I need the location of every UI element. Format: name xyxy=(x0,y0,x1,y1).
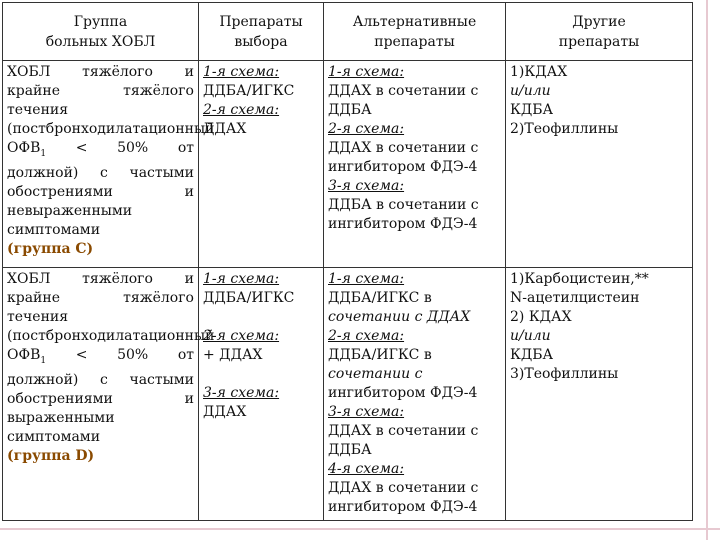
scheme-text: ДДБА/ИГКС в xyxy=(328,290,432,306)
subscript: 1 xyxy=(40,355,47,366)
scheme-drug: + ДДАХ xyxy=(203,347,263,363)
table-header-row xyxy=(3,3,693,61)
scheme-text: ДДБА в сочетании с xyxy=(328,197,479,213)
other-drug-line: КДБА xyxy=(510,102,554,118)
group-d-label: (группа D) xyxy=(7,447,95,464)
header-text: Другие xyxy=(572,13,626,30)
scheme-drug: ДДБА/ИГКС xyxy=(203,83,295,99)
header-text: Альтернативные xyxy=(352,13,477,30)
header-other-drugs xyxy=(506,3,693,61)
other-drug-line: 1)Карбоцистеин,** xyxy=(510,271,649,287)
scheme-drug: ДДАХ xyxy=(203,121,247,137)
header-preferred-drugs xyxy=(199,3,324,61)
scheme-label: 4-я схема: xyxy=(328,461,405,477)
scheme-text: ДДАХ в сочетании с xyxy=(328,480,479,496)
other-drug-line: и/или xyxy=(510,83,551,99)
header-text: выбора xyxy=(234,33,288,50)
copd-treatment-table xyxy=(2,2,693,521)
spacer xyxy=(203,308,319,327)
group-desc-tail: < 50% от должной) с частыми обострениями и невыраженными симптомами xyxy=(7,140,194,238)
group-d-preferred xyxy=(199,268,324,521)
group-desc-text: ХОБЛ тяжёлого и крайне тяжёлого течения (постбронходилатационный ОФВ xyxy=(7,271,215,363)
other-drug-line: КДБА xyxy=(510,347,554,363)
scheme-drug: ДДАХ xyxy=(203,404,247,420)
scheme-text: ДДАХ в сочетании с xyxy=(328,140,479,156)
scheme-text: сочетании с xyxy=(328,366,423,382)
group-c-other xyxy=(506,61,693,268)
scheme-text: сочетании с ДДАХ xyxy=(328,309,471,325)
subscript: 1 xyxy=(40,148,47,159)
scheme-text: ингибитором ФДЭ-4 xyxy=(328,216,478,232)
table-row-group-c xyxy=(3,61,693,268)
header-text: препараты xyxy=(558,33,640,50)
other-drug-line: и/или xyxy=(510,328,551,344)
group-c-label: (группа С) xyxy=(7,240,94,257)
decorative-border-bottom xyxy=(0,528,720,530)
scheme-label: 2-я схема: xyxy=(328,328,405,344)
header-patient-group xyxy=(3,3,199,61)
group-d-other xyxy=(506,268,693,521)
scheme-label: 3-я схема: xyxy=(203,385,280,401)
spacer xyxy=(203,365,319,384)
group-d-alternative xyxy=(324,268,506,521)
group-c-preferred xyxy=(199,61,324,268)
other-drug-line: 3)Теофиллины xyxy=(510,366,619,382)
header-text: препараты xyxy=(374,33,455,50)
scheme-text: ингибитором ФДЭ-4 xyxy=(328,499,478,515)
scheme-text: ДДАХ в сочетании с xyxy=(328,83,479,99)
header-text: Группа xyxy=(73,13,128,30)
scheme-label: 2-я схема: xyxy=(328,121,405,137)
other-drug-line: 2) КДАХ xyxy=(510,309,572,325)
scheme-label: 1-я схема: xyxy=(203,271,280,287)
scheme-text: ДДАХ в сочетании с xyxy=(328,423,479,439)
scheme-drug: ДДБА/ИГКС xyxy=(203,290,295,306)
other-drug-line: 1)КДАХ xyxy=(510,64,568,80)
group-desc-text: ХОБЛ тяжёлого и крайне тяжёлого течения (постбронходилатационный ОФВ xyxy=(7,64,215,156)
scheme-label: 1-я схема: xyxy=(203,64,280,80)
header-text: больных ХОБЛ xyxy=(45,33,156,50)
scheme-text: ингибитором ФДЭ-4 xyxy=(328,159,478,175)
header-alternative-drugs xyxy=(324,3,506,61)
group-c-description xyxy=(3,61,215,268)
scheme-label: 3-я схема: xyxy=(328,178,405,194)
scheme-text: ДДБА xyxy=(328,102,372,118)
table-row-group-d xyxy=(3,268,693,521)
scheme-label: 2-я схема: xyxy=(203,328,280,344)
group-d-description xyxy=(3,268,215,521)
header-text: Препараты xyxy=(219,13,303,30)
group-c-alternative xyxy=(324,61,506,268)
decorative-border-right xyxy=(706,0,708,540)
other-drug-line: N-ацетилцистеин xyxy=(510,290,640,306)
scheme-label: 1-я схема: xyxy=(328,271,405,287)
scheme-label: 2-я схема: xyxy=(203,102,280,118)
scheme-text: ДДБА xyxy=(328,442,372,458)
scheme-label: 3-я схема: xyxy=(328,404,405,420)
scheme-label: 1-я схема: xyxy=(328,64,405,80)
scheme-text: ингибитором ФДЭ-4 xyxy=(328,385,478,401)
scheme-text: ДДБА/ИГКС в xyxy=(328,347,432,363)
other-drug-line: 2)Теофиллины xyxy=(510,121,619,137)
group-desc-tail: < 50% от должной) с частыми обострениями и выраженными симптомами xyxy=(7,347,194,445)
